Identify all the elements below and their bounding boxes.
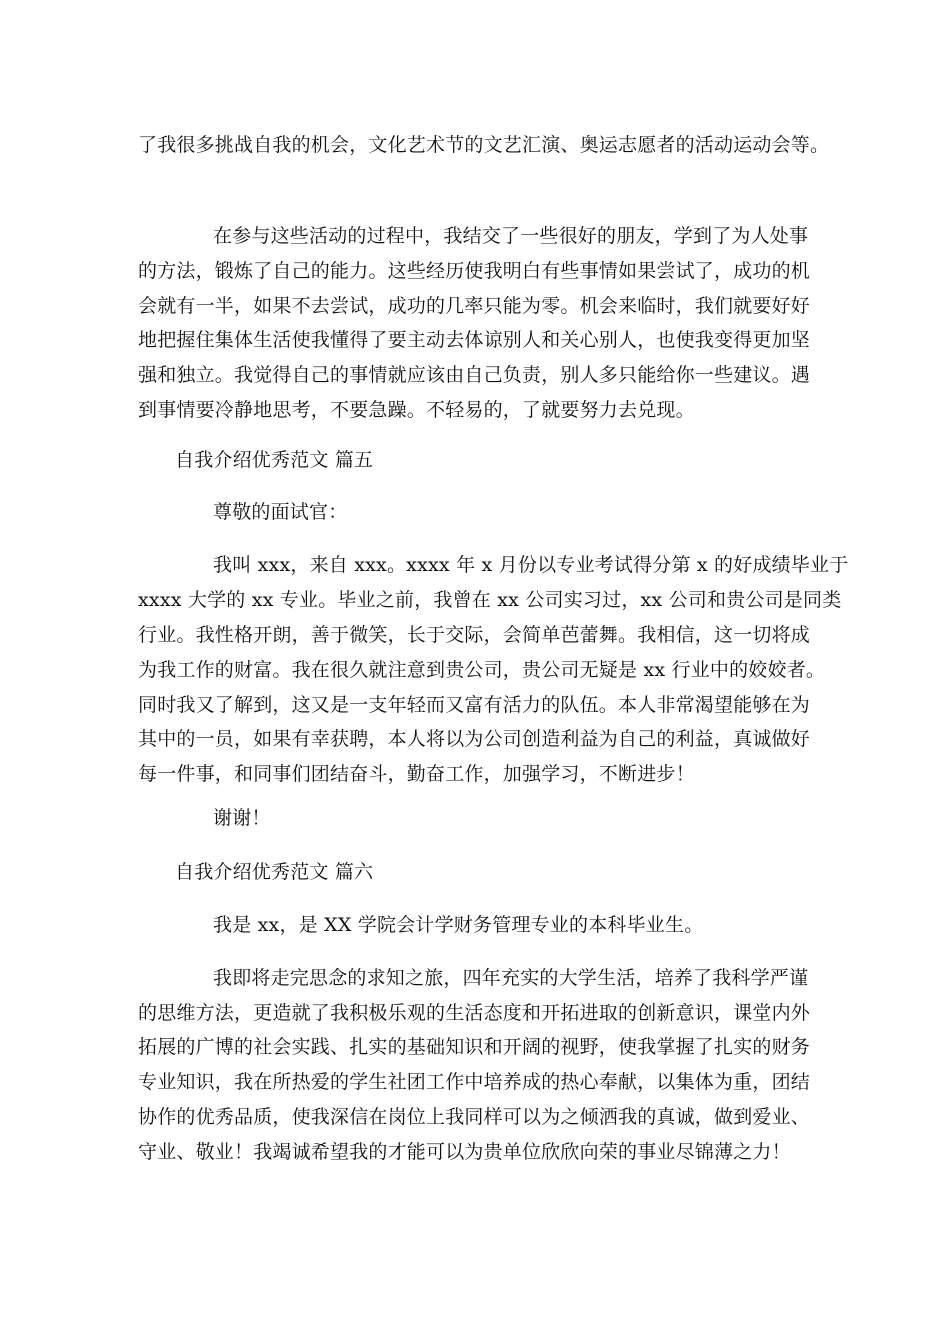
section-heading: 自我介绍优秀范文 篇六 bbox=[175, 861, 374, 883]
paragraph-line: 了我很多挑战自我的机会，文化艺术节的文艺汇演、奥运志愿者的活动运动会等。 bbox=[138, 134, 830, 156]
paragraph-line: xxxx 大学的 xx 专业。毕业之前，我曾在 xx 公司实习过，xx 公司和贵公司是同类 bbox=[138, 589, 842, 611]
paragraph-line: 每一件事，和同事们团结奋斗，勤奋工作，加强学习，不断进步！ bbox=[138, 763, 695, 785]
salutation: 尊敬的面试官： bbox=[213, 501, 348, 523]
paragraph-line: 强和独立。我觉得自己的事情就应该由自己负责，别人多只能给你一些建议。遇 bbox=[138, 364, 811, 386]
paragraph-line: 在参与这些活动的过程中，我结交了一些很好的朋友，学到了为人处事 bbox=[213, 225, 809, 247]
paragraph-line: 我叫 xxx，来自 xxx。xxxx 年 x 月份以专业考试得分第 x 的好成绩毕业于 bbox=[213, 554, 849, 576]
paragraph-line: 同时我又了解到，这又是一支年轻而又富有活力的队伍。本人非常渴望能够在为 bbox=[138, 694, 811, 716]
paragraph-line: 会就有一半，如果不去尝试，成功的几率只能为零。机会来临时，我们就要好好 bbox=[138, 295, 811, 317]
paragraph-line: 行业。我性格开朗，善于微笑，长于交际，会简单芭蕾舞。我相信，这一切将成 bbox=[138, 624, 811, 646]
closing-thanks: 谢谢！ bbox=[213, 807, 271, 829]
paragraph-line: 的思维方法，更造就了我积极乐观的生活态度和开拓进取的创新意识，课堂内外 bbox=[138, 1002, 811, 1024]
paragraph-line: 协作的优秀品质，使我深信在岗位上我同样可以为之倾洒我的真诚，做到爱业、 bbox=[138, 1106, 811, 1128]
paragraph-line: 为我工作的财富。我在很久就注意到贵公司，贵公司无疑是 xx 行业中的姣姣者。 bbox=[138, 659, 826, 681]
section-heading: 自我介绍优秀范文 篇五 bbox=[175, 449, 374, 471]
paragraph-line: 地把握住集体生活使我懂得了要主动去体谅别人和关心别人，也使我变得更加坚 bbox=[138, 329, 811, 351]
paragraph-line: 其中的一员，如果有幸获聘，本人将以为公司创造利益为自己的利益，真诚做好 bbox=[138, 728, 811, 750]
paragraph-line: 我即将走完思念的求知之旅，四年充实的大学生活，培养了我科学严谨 bbox=[213, 967, 809, 989]
paragraph-line: 拓展的广博的社会实践、扎实的基础知识和开阔的视野，使我掌握了扎实的财务 bbox=[138, 1036, 811, 1058]
paragraph-line: 的方法，锻炼了自己的能力。这些经历使我明白有些事情如果尝试了，成功的机 bbox=[138, 260, 811, 282]
paragraph-line: 我是 xx，是 XX 学院会计学财务管理专业的本科毕业生。 bbox=[213, 914, 704, 936]
paragraph-line: 到事情要冷静地思考，不要急躁。不轻易的，了就要努力去兑现。 bbox=[138, 399, 695, 421]
paragraph-line: 守业、敬业！我竭诚希望我的才能可以为贵单位欣欣向荣的事业尽锦薄之力！ bbox=[138, 1141, 791, 1163]
paragraph-line: 专业知识，我在所热爱的学生社团工作中培养成的热心奉献，以集体为重，团结 bbox=[138, 1071, 811, 1093]
